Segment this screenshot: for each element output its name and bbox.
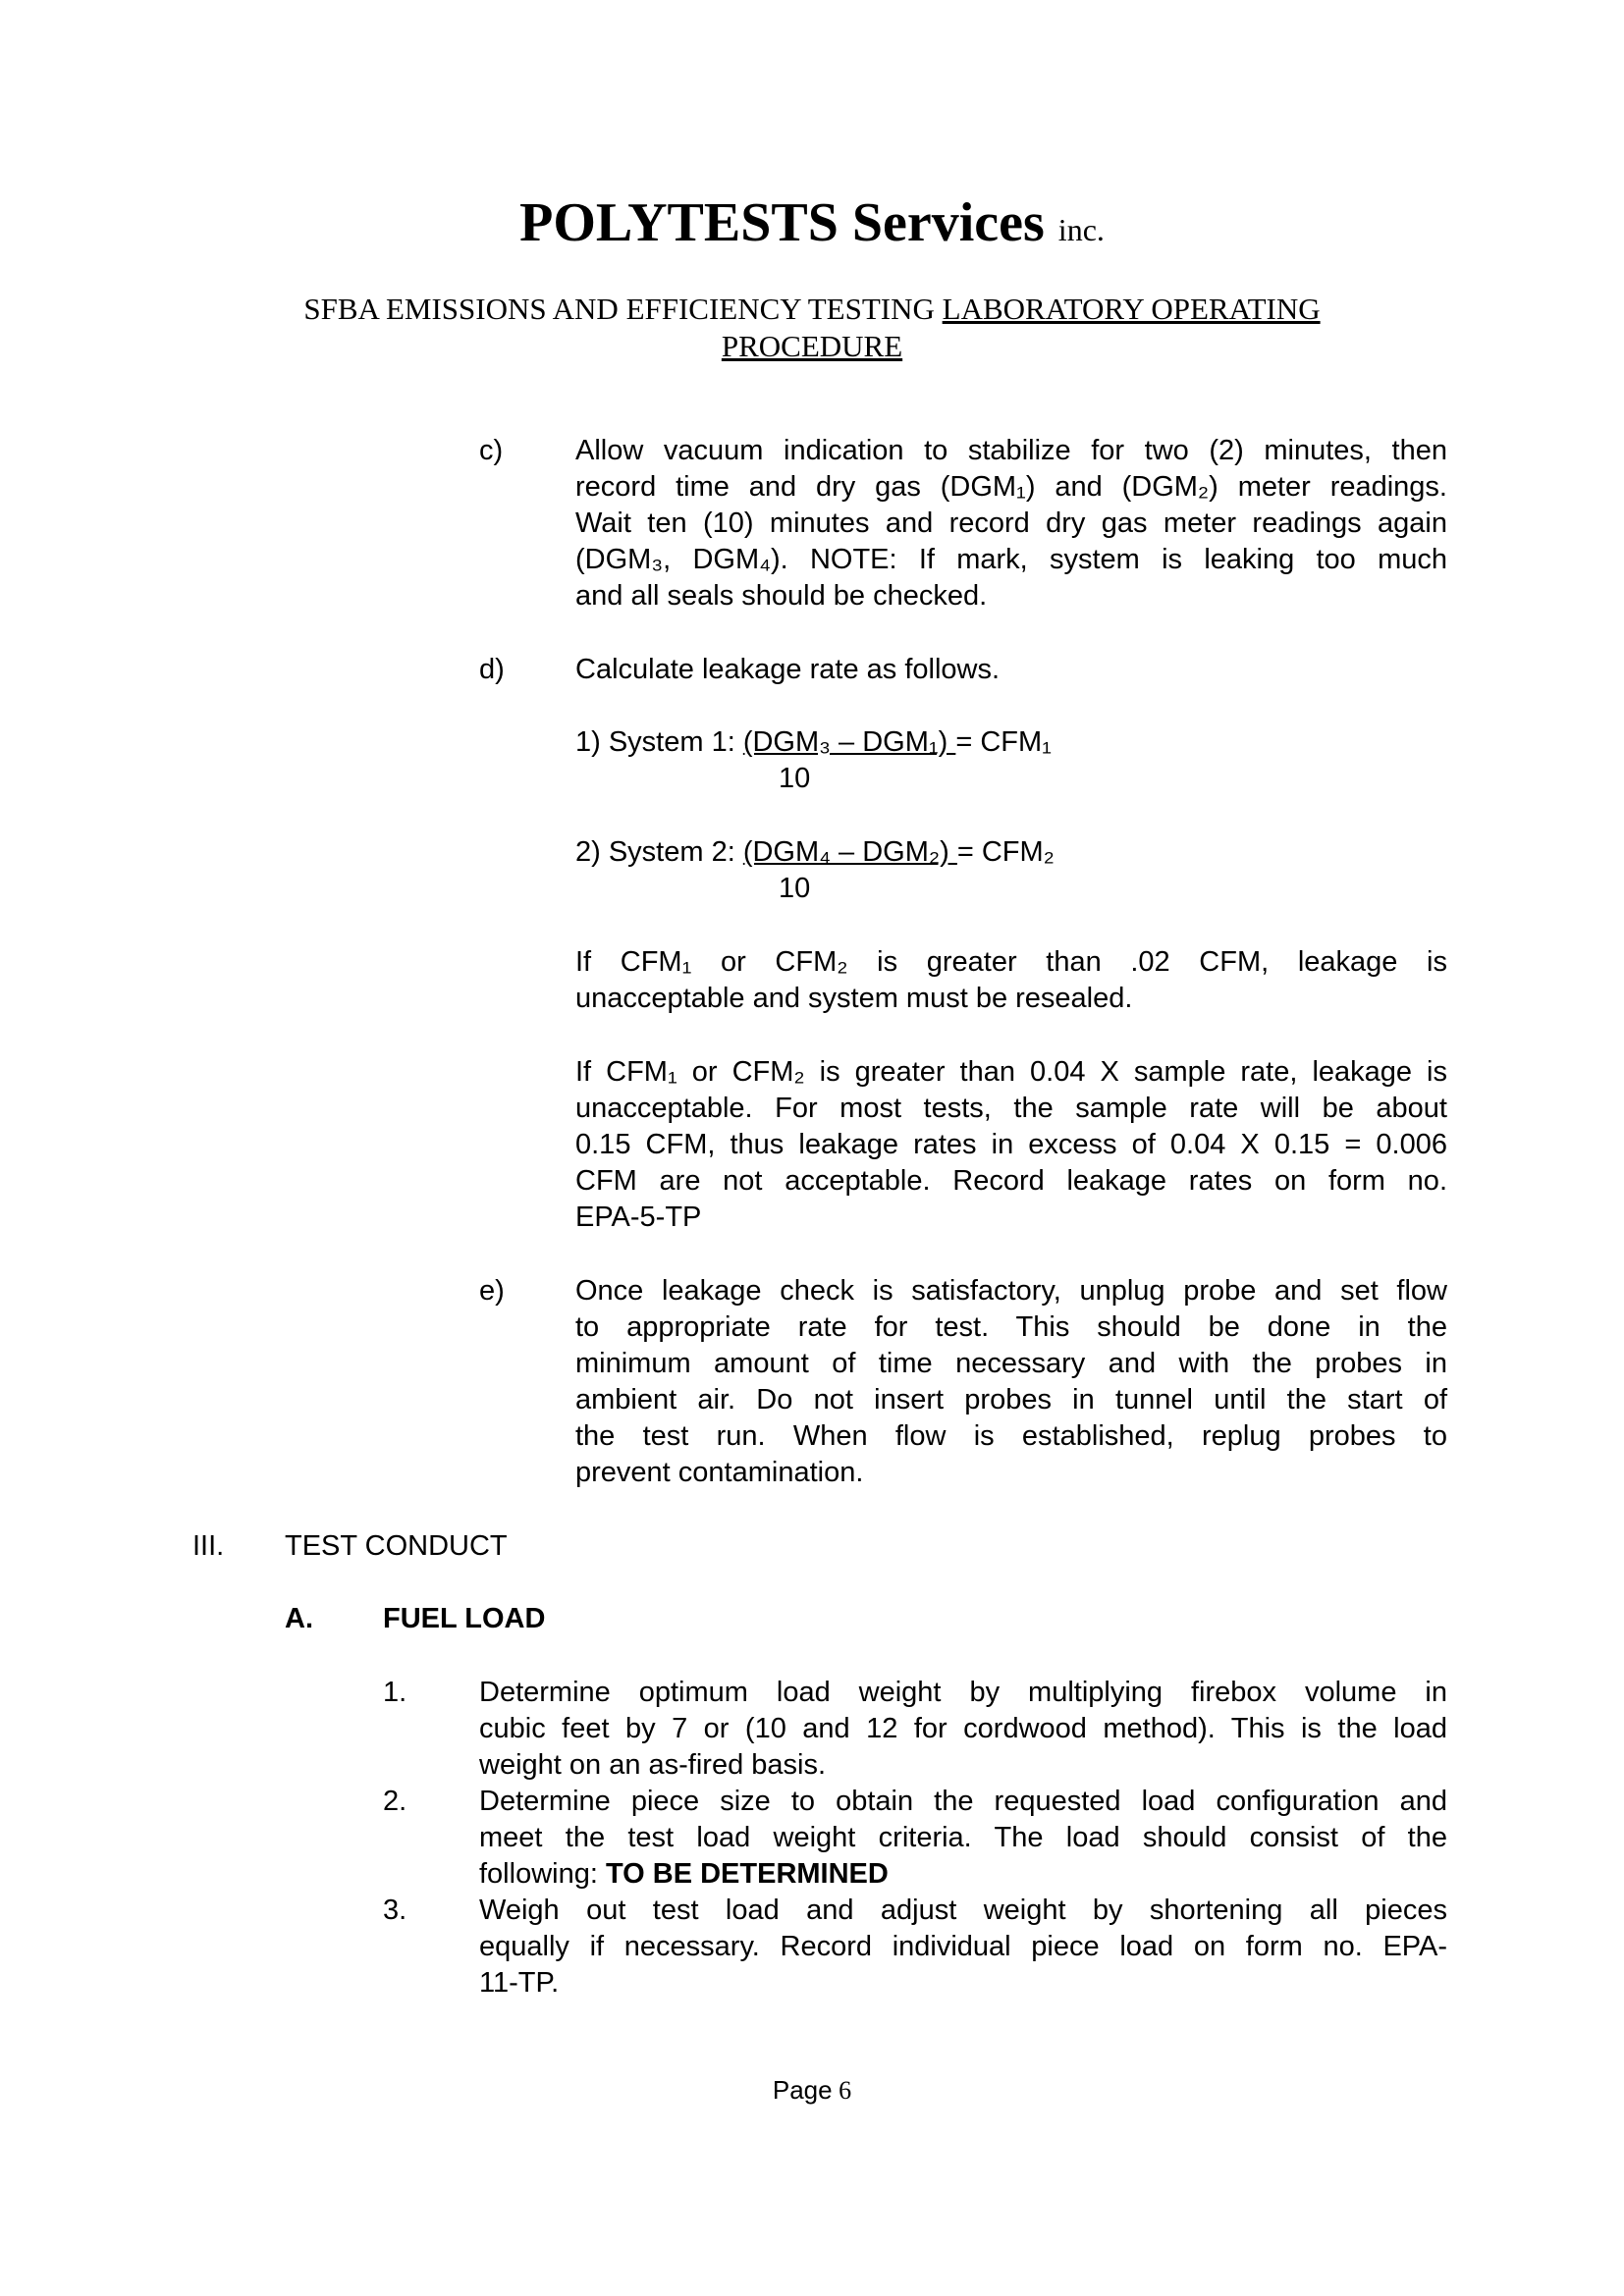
formula-2-result: = CFM₂ xyxy=(956,836,1055,868)
subtitle-plain: SFBA EMISSIONS AND EFFICIENCY TESTING xyxy=(303,292,943,326)
fuel-item-3-text xyxy=(479,1893,1447,2002)
to-be-determined-text: TO BE DETERMINED xyxy=(605,1858,889,1890)
page-label: Page xyxy=(772,2075,833,2105)
leakage-paragraph-line: EPA-5-TP xyxy=(575,1201,702,1233)
step-c-line: and all seals should be checked. xyxy=(575,580,988,612)
formula-1-numerator: (DGM₃ – DGM₁) xyxy=(742,726,956,758)
leakage-paragraph-1 xyxy=(575,944,1447,1017)
leakage-paragraph-line: If CFM₁ or CFM₂ is greater than .02 CFM, leakage is xyxy=(575,946,1447,978)
section-title: TEST CONDUCT xyxy=(285,1530,508,1562)
formula-1-result: = CFM₁ xyxy=(955,726,1052,758)
page-footer xyxy=(0,2075,1624,2106)
company-suffix: inc. xyxy=(1057,212,1105,247)
formula-1 xyxy=(575,724,1052,761)
section-numeral: III. xyxy=(192,1530,225,1562)
step-e-line: ambient air. Do not insert probes in tunnel until the start of xyxy=(575,1384,1447,1415)
formula-1-denominator: 10 xyxy=(779,763,811,794)
step-c-label: c) xyxy=(479,435,504,466)
leakage-paragraph-line: 0.15 CFM, thus leakage rates in excess of 0.04 X 0.15 = 0.006 xyxy=(575,1129,1447,1160)
step-e-text xyxy=(575,1273,1447,1491)
step-c-line: record time and dry gas (DGM₁) and (DGM₂) meter readings. xyxy=(575,471,1447,503)
leakage-paragraph-2 xyxy=(575,1054,1447,1236)
document-subtitle xyxy=(255,291,1369,365)
subsection-letter: A. xyxy=(285,1603,313,1634)
fuel-item-last-line xyxy=(479,1856,1447,1893)
fuel-item-line: meet the test load weight criteria. The load should consist of the xyxy=(479,1822,1447,1853)
fuel-item-line: Determine optimum load weight by multiplying firebox volume in xyxy=(479,1677,1447,1708)
formula-2-numerator: (DGM₄ – DGM₂) xyxy=(742,836,957,868)
fuel-item-line: 11-TP. xyxy=(479,1967,560,1999)
leakage-paragraph-line: If CFM₁ or CFM₂ is greater than 0.04 X sample rate, leakage is xyxy=(575,1056,1447,1088)
formula-2-denominator: 10 xyxy=(779,873,811,904)
fuel-item-line: Weigh out test load and adjust weight by shortening all pieces xyxy=(479,1895,1447,1926)
fuel-item-line: weight on an as-fired basis. xyxy=(479,1749,827,1781)
fuel-item-1-text xyxy=(479,1675,1447,1784)
leakage-paragraph-line: unacceptable. For most tests, the sample rate will be about xyxy=(575,1093,1447,1124)
fuel-item-line: cubic feet by 7 or (10 and 12 for cordwood method). This is the load xyxy=(479,1713,1447,1744)
step-e-line: to appropriate rate for test. This should be done in the xyxy=(575,1311,1447,1343)
formula-2 xyxy=(575,834,1055,871)
fuel-item-number: 3. xyxy=(383,1895,407,1926)
leakage-paragraph-line: CFM are not acceptable. Record leakage rates on form no. xyxy=(575,1165,1447,1197)
formula-1-prefix: 1) System 1: xyxy=(575,726,743,758)
leakage-paragraph-line: unacceptable and system must be resealed. xyxy=(575,983,1133,1014)
formula-2-prefix: 2) System 2: xyxy=(575,836,743,868)
subtitle-underlined-1: LABORATORY OPERATING xyxy=(942,292,1321,326)
subtitle-underlined-2: PROCEDURE xyxy=(721,329,903,363)
step-e-label: e) xyxy=(479,1275,505,1307)
step-e-line: the test run. When flow is established, replug probes to xyxy=(575,1420,1447,1452)
company-name xyxy=(0,188,1624,264)
step-c-line: Allow vacuum indication to stabilize for two (2) minutes, then xyxy=(575,435,1447,466)
step-c-text xyxy=(575,433,1447,614)
step-e-line: Once leakage check is satisfactory, unplug probe and set flow xyxy=(575,1275,1447,1307)
step-e-line: prevent contamination. xyxy=(575,1457,864,1488)
fuel-item-line: Determine piece size to obtain the requested load configuration and xyxy=(479,1786,1447,1817)
page-number: 6 xyxy=(839,2076,852,2105)
step-c-line: Wait ten (10) minutes and record dry gas meter readings again xyxy=(575,507,1447,539)
step-c-line: (DGM₃, DGM₄). NOTE: If mark, system is leaking too much xyxy=(575,544,1447,575)
fuel-item-last-line-plain: following: xyxy=(479,1858,606,1890)
fuel-item-number: 2. xyxy=(383,1786,407,1817)
fuel-item-2-text xyxy=(479,1784,1447,1893)
step-d-label: d) xyxy=(479,654,505,685)
fuel-item-line: equally if necessary. Record individual piece load on form no. EPA- xyxy=(479,1931,1447,1962)
fuel-item-number: 1. xyxy=(383,1677,407,1708)
subsection-title: FUEL LOAD xyxy=(383,1603,546,1634)
company-name-text: POLYTESTS Services xyxy=(519,192,1045,253)
step-e-line: minimum amount of time necessary and with the probes in xyxy=(575,1348,1447,1379)
step-d-intro: Calculate leakage rate as follows. xyxy=(575,654,1001,685)
